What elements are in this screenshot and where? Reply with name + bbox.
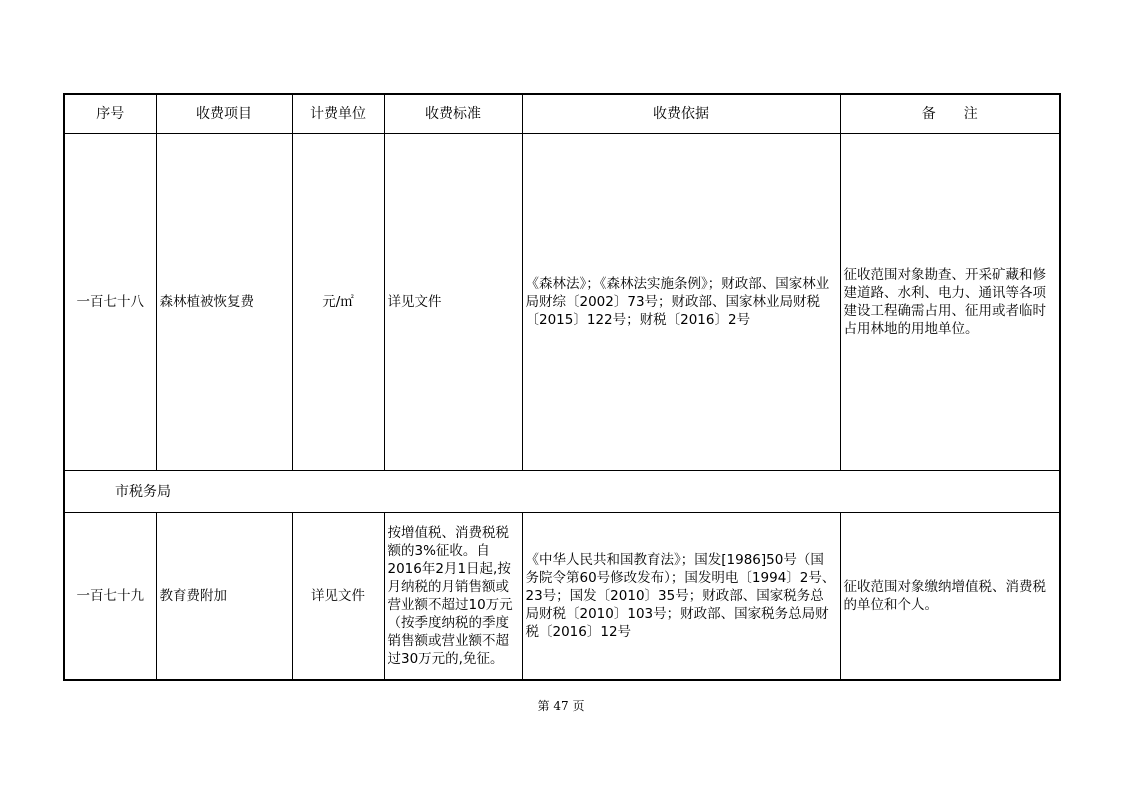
table-row	[64, 513, 1060, 681]
row-note: 征收范围对象勘查、开采矿藏和修建道路、水利、电力、通讯等各项建设工程确需占用、征用或者临时占用林地的用地单位。	[840, 134, 1060, 471]
row-item: 森林植被恢复费	[156, 134, 292, 471]
header-basis: 收费依据	[522, 94, 840, 134]
header-standard: 收费标准	[384, 94, 522, 134]
table-header-row	[64, 94, 1060, 134]
header-seq: 序号	[64, 94, 156, 134]
row-note: 征收范围对象缴纳增值税、消费税的单位和个人。	[840, 513, 1060, 681]
header-note: 备 注	[840, 94, 1060, 134]
row-seq: 一百七十九	[64, 513, 156, 681]
header-unit: 计费单位	[292, 94, 384, 134]
row-unit: 元/㎡	[292, 134, 384, 471]
row-standard: 详见文件	[384, 134, 522, 471]
header-item: 收费项目	[156, 94, 292, 134]
row-unit: 详见文件	[292, 513, 384, 681]
row-basis: 《中华人民共和国教育法》；国发[1986]50号（国务院令第60号修改发布）；国发明电〔1994〕2号、23号；国发〔2010〕35号；财政部、国家税务总局财税〔2010〕103号；财政部、国家税务总局财税〔2016〕12号	[522, 513, 840, 681]
section-row	[64, 471, 1060, 513]
fee-table	[63, 93, 1061, 681]
row-basis: 《森林法》；《森林法实施条例》；财政部、国家林业局财综〔2002〕73号；财政部、国家林业局财税〔2015〕122号；财税〔2016〕2号	[522, 134, 840, 471]
page-number: 第 47 页	[537, 699, 585, 713]
row-seq: 一百七十八	[64, 134, 156, 471]
section-label: 市税务局	[64, 471, 1060, 513]
row-item: 教育费附加	[156, 513, 292, 681]
row-standard: 按增值税、消费税税额的3%征收。自2016年2月1日起,按月纳税的月销售额或营业额不超过10万元（按季度纳税的季度销售额或营业额不超过30万元的,免征。	[384, 513, 522, 681]
table-row	[64, 134, 1060, 471]
